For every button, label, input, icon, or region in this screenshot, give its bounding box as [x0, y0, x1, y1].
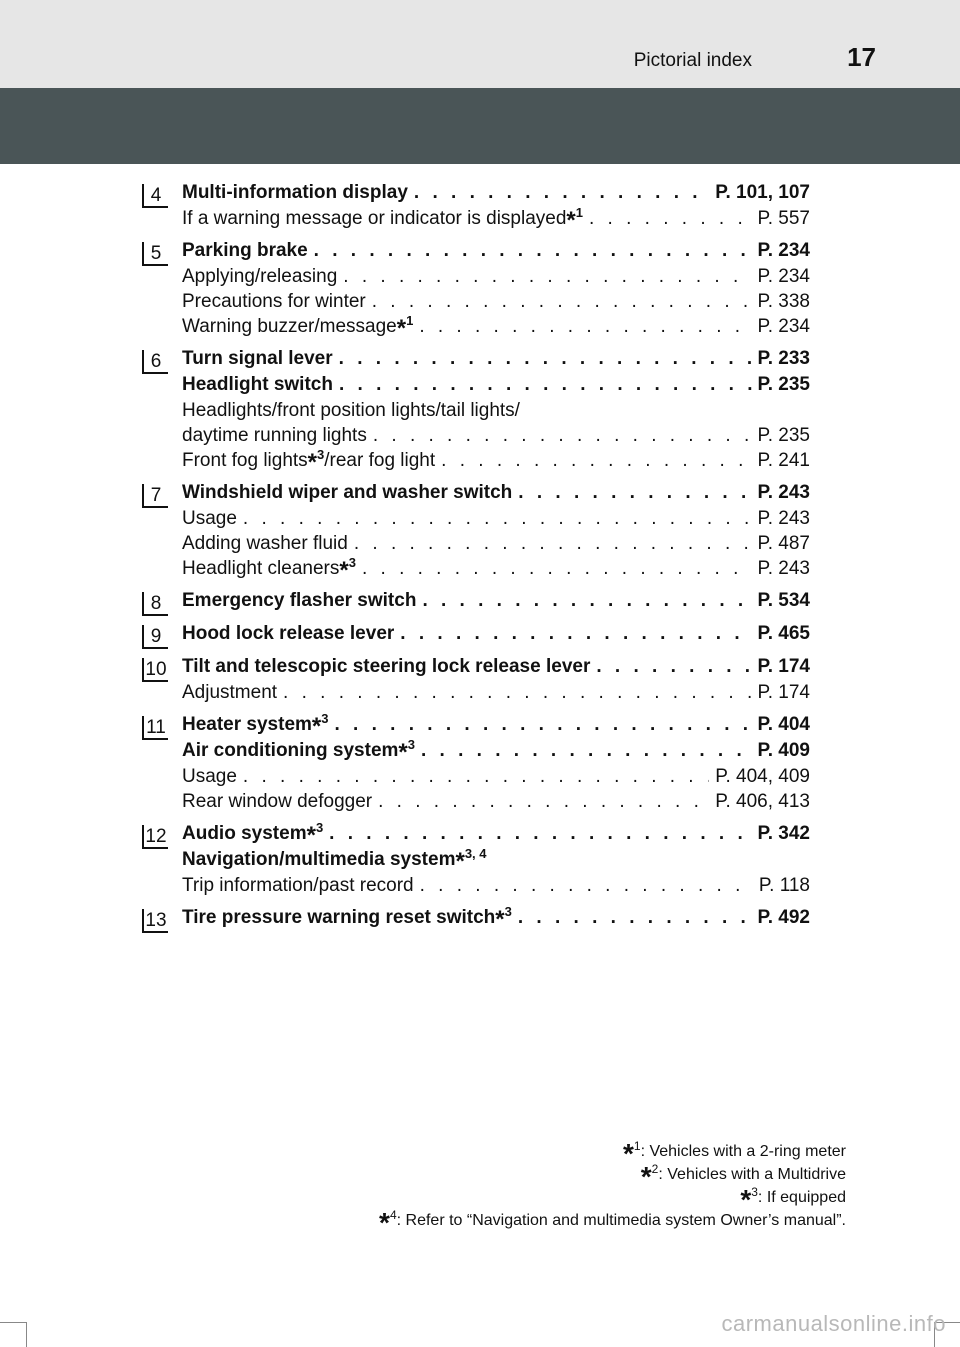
- footnote-asterisk: *: [306, 822, 316, 849]
- index-entry: [142, 480, 810, 584]
- index-entry: [142, 588, 810, 614]
- footnote-asterisk: *: [740, 1184, 752, 1215]
- index-heading-line: [182, 621, 810, 647]
- footnote-asterisk: *: [622, 1138, 634, 1169]
- page-reference: P. 404: [757, 714, 810, 735]
- footnote: [379, 1161, 846, 1192]
- index-entry: [142, 712, 810, 814]
- footnote-asterisk: *: [455, 848, 465, 875]
- dot-leader: [362, 556, 752, 581]
- footnote-asterisk: *: [495, 906, 505, 933]
- index-entry: [142, 821, 810, 898]
- callout-number-badge: 11: [142, 716, 170, 740]
- index-subitem-line: [182, 289, 810, 314]
- footnote-mark: 3: [315, 820, 324, 835]
- footnote-mark: 3: [407, 737, 415, 752]
- dot-leader: [329, 821, 751, 847]
- dot-leader: [421, 738, 752, 764]
- dot-leader: [339, 346, 752, 372]
- callout-number-badge: 10: [142, 658, 170, 682]
- index-label: Usage: [182, 766, 237, 787]
- dot-leader: [354, 531, 752, 556]
- dot-leader: [314, 238, 752, 264]
- dot-leader: [518, 905, 752, 931]
- footnote-asterisk: *: [566, 207, 576, 234]
- dot-leader: [422, 588, 751, 614]
- callout-number-badge: 13: [142, 909, 170, 933]
- dot-leader: [343, 264, 751, 289]
- footnote: [379, 1184, 846, 1215]
- index-entry: [142, 905, 810, 931]
- index-label: Emergency flasher switch: [182, 590, 417, 611]
- page-reference: P. 118: [758, 875, 810, 896]
- index-label: Applying/releasing: [182, 266, 338, 287]
- header-dark-band: [0, 88, 960, 164]
- watermark: carmanualsonline.info: [721, 1311, 946, 1336]
- footnote-text: : If equipped: [757, 1189, 846, 1206]
- footnote-text: : Vehicles with a 2-ring meter: [640, 1143, 846, 1160]
- page-reference: P. 235: [757, 425, 810, 446]
- page-reference: P. 557: [757, 208, 810, 229]
- crop-mark: [0, 1322, 26, 1323]
- dot-leader: [400, 621, 751, 647]
- footnotes: [379, 1138, 846, 1238]
- index-entry: [142, 238, 810, 342]
- index-subitem-line: [182, 764, 810, 789]
- header-band: [0, 0, 960, 88]
- footnote-mark: 3: [317, 447, 325, 462]
- footnote-text: : Vehicles with a Multidrive: [658, 1166, 846, 1183]
- dot-leader: [518, 480, 751, 506]
- page-reference: P. 174: [757, 656, 810, 677]
- index-subitem-line: [182, 398, 810, 423]
- index-label: Air conditioning system: [182, 740, 399, 761]
- callout-number-badge: 4: [142, 184, 170, 208]
- index-heading-line: [182, 654, 810, 680]
- index-label: Trip information/past record: [182, 875, 414, 896]
- index-label: Usage: [182, 508, 237, 529]
- footnote-asterisk: *: [379, 1207, 390, 1238]
- index-label: Headlight switch: [182, 374, 333, 395]
- index-heading-line: [182, 905, 810, 931]
- section-title: Pictorial index: [633, 50, 752, 71]
- footnote-mark: 2: [651, 1162, 659, 1176]
- index-entry: [142, 346, 810, 476]
- crop-mark: [26, 1322, 27, 1347]
- footnote-text: : Refer to “Navigation and multimedia system Owner’s manual”.: [396, 1212, 846, 1229]
- footnote-mark: 3, 4: [464, 846, 487, 861]
- footnote-mark: 1: [575, 205, 583, 220]
- footnote-mark: 4: [389, 1208, 397, 1222]
- index-heading-line: [182, 372, 810, 398]
- footnote-mark: 3: [504, 904, 512, 919]
- index-entry: [142, 180, 810, 234]
- index-subitem-line: [182, 789, 810, 814]
- page-number: 17: [847, 42, 876, 72]
- page-reference: P. 465: [757, 623, 810, 644]
- index-label: Warning buzzer/message: [182, 316, 397, 337]
- page-reference: P. 342: [757, 823, 810, 844]
- callout-number-badge: 6: [142, 350, 170, 374]
- index-label: Adding washer fluid: [182, 533, 348, 554]
- footnote-asterisk: *: [396, 315, 407, 342]
- index-heading-line: [182, 847, 810, 873]
- index-label: Precautions for winter: [182, 291, 366, 312]
- page-reference: P. 234: [757, 266, 810, 287]
- page-reference: P. 243: [757, 558, 810, 579]
- index-label-suffix: /rear fog light: [324, 450, 436, 471]
- index-heading-line: [182, 180, 810, 206]
- page-reference: P. 338: [757, 291, 810, 312]
- page-reference: P. 174: [757, 682, 810, 703]
- page-reference: P. 235: [757, 374, 810, 395]
- index-label: Turn signal lever: [182, 348, 333, 369]
- page-reference: P. 406, 413: [715, 791, 810, 812]
- index-subitem-line: [182, 873, 810, 898]
- index-subitem-line: [182, 506, 810, 531]
- page-reference: P. 234: [757, 240, 810, 261]
- index-entry: [142, 654, 810, 705]
- footnote: [379, 1138, 846, 1169]
- index-label: Audio system: [182, 823, 307, 844]
- index-label: Tire pressure warning reset switch: [182, 907, 496, 928]
- index-subitem-line: [182, 205, 810, 234]
- footnote-asterisk: *: [339, 557, 349, 584]
- footnote-asterisk: *: [640, 1161, 652, 1192]
- page-reference: P. 233: [757, 348, 810, 369]
- dot-leader: [414, 180, 709, 206]
- index-label: Front fog lights: [182, 450, 308, 471]
- footnote: [379, 1207, 846, 1238]
- index-label: Navigation/multimedia system: [182, 849, 456, 870]
- dot-leader: [373, 423, 752, 448]
- dot-leader: [335, 712, 752, 738]
- index-entry: [142, 621, 810, 647]
- index-label: daytime running lights: [182, 425, 367, 446]
- index-heading-line: [182, 588, 810, 614]
- index-label: Headlight cleaners: [182, 558, 340, 579]
- index-label: Hood lock release lever: [182, 623, 395, 644]
- index-heading-line: [182, 480, 810, 506]
- index-label: Heater system: [182, 714, 312, 735]
- callout-number-badge: 9: [142, 625, 170, 649]
- index-label: Parking brake: [182, 240, 308, 261]
- index-heading-line: [182, 238, 810, 264]
- index-heading-line: [182, 821, 810, 847]
- dot-leader: [372, 289, 752, 314]
- page-reference: P. 492: [757, 907, 810, 928]
- index-heading-line: [182, 712, 810, 738]
- page-reference: P. 241: [757, 450, 810, 471]
- index-subitem-line: [182, 531, 810, 556]
- index-subitem-line: [182, 680, 810, 705]
- index-subitem-line: [182, 313, 810, 342]
- footnote-mark: 3: [321, 711, 329, 726]
- dot-leader: [283, 680, 751, 705]
- footnote-mark: 3: [348, 555, 356, 570]
- dot-leader: [589, 206, 752, 231]
- callout-number-badge: 5: [142, 242, 170, 266]
- page-reference: P. 243: [757, 482, 810, 503]
- dot-leader: [243, 506, 752, 531]
- index-subitem-line: [182, 264, 810, 289]
- callout-number-badge: 12: [142, 825, 170, 849]
- footnote-asterisk: *: [311, 713, 322, 740]
- page-reference: P. 101, 107: [715, 182, 810, 203]
- index-subitem-line: [182, 423, 810, 448]
- footnote-mark: 1: [406, 313, 414, 328]
- dot-leader: [243, 764, 709, 789]
- page-reference: P. 243: [757, 508, 810, 529]
- dot-leader: [378, 789, 709, 814]
- footnote-asterisk: *: [307, 449, 318, 476]
- page-reference: P. 487: [757, 533, 810, 554]
- dot-leader: [441, 448, 751, 473]
- callout-number-badge: 8: [142, 592, 170, 616]
- index-label: Rear window defogger: [182, 791, 373, 812]
- index-label: Adjustment: [182, 682, 278, 703]
- dot-leader: [596, 654, 751, 680]
- page-reference: P. 404, 409: [715, 766, 810, 787]
- index-heading-line: [182, 738, 810, 764]
- footnote-mark: 3: [751, 1185, 758, 1199]
- index-label: If a warning message or indicator is displayed: [182, 208, 567, 229]
- page-reference: P. 534: [757, 590, 810, 611]
- callout-number-badge: 7: [142, 484, 170, 508]
- page-reference: P. 409: [757, 740, 810, 761]
- index-heading-line: [182, 346, 810, 372]
- dot-leader: [420, 873, 753, 898]
- footnote-mark: 1: [633, 1139, 641, 1153]
- footnote-asterisk: *: [398, 739, 408, 766]
- index-label: Multi-information display: [182, 182, 408, 203]
- dot-leader: [419, 314, 751, 339]
- page-reference: P. 234: [757, 316, 810, 337]
- index-subitem-line: [182, 447, 810, 476]
- index-label: Windshield wiper and washer switch: [182, 482, 513, 503]
- index-subitem-line: [182, 555, 810, 584]
- index-list: [142, 180, 810, 938]
- index-label: Headlights/front position lights/tail lights/: [182, 400, 520, 421]
- dot-leader: [339, 372, 752, 398]
- index-label: Tilt and telescopic steering lock release lever: [182, 656, 591, 677]
